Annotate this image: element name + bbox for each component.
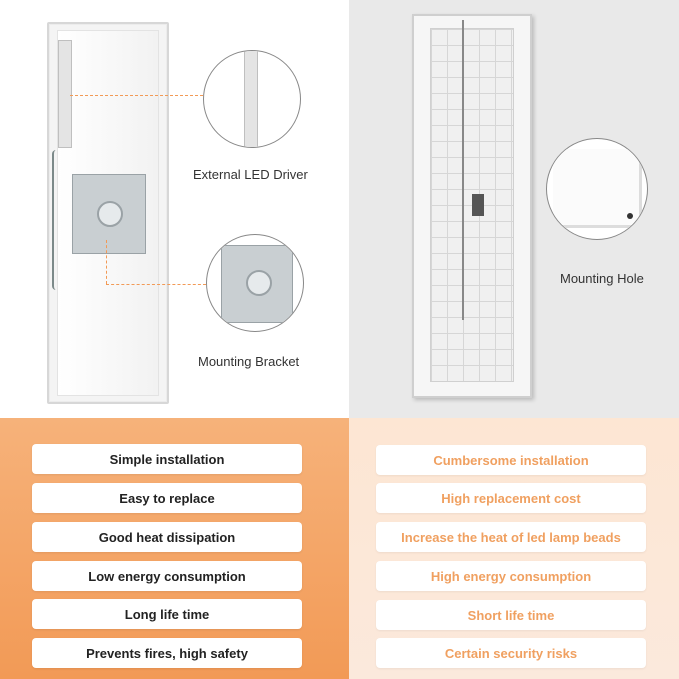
wire-image-right [462,20,470,320]
hole-label: Mounting Hole [560,271,644,286]
disadvantage-item: High replacement cost [376,483,646,513]
disadvantage-item: Cumbersome installation [376,445,646,475]
wire-image [52,150,60,290]
advantage-item: Low energy consumption [32,561,302,591]
driver-zoom-icon [203,50,301,148]
disadvantage-item: Short life time [376,600,646,630]
disadvantage-item: Increase the heat of led lamp beads [376,522,646,552]
driver-label: External LED Driver [193,167,308,182]
advantage-item: Easy to replace [32,483,302,513]
bracket-hole-icon [97,201,123,227]
driver-callout-line [70,95,203,96]
bracket-zoom-icon [206,234,304,332]
bracket-callout-line-h [106,284,206,285]
mounting-hole-zoom-icon [546,138,648,240]
bracket-callout-line-v [106,240,107,284]
advantage-item: Long life time [32,599,302,629]
led-panel-back-image [412,14,532,398]
disadvantage-item: Certain security risks [376,638,646,668]
advantage-item: Good heat dissipation [32,522,302,552]
advantage-item: Simple installation [32,444,302,474]
mounting-bracket-image [72,174,146,254]
advantage-item: Prevents fires, high safety [32,638,302,668]
bracket-label: Mounting Bracket [198,354,300,369]
led-driver-image [58,40,72,148]
label-plate [472,194,484,216]
disadvantage-item: High energy consumption [376,561,646,591]
